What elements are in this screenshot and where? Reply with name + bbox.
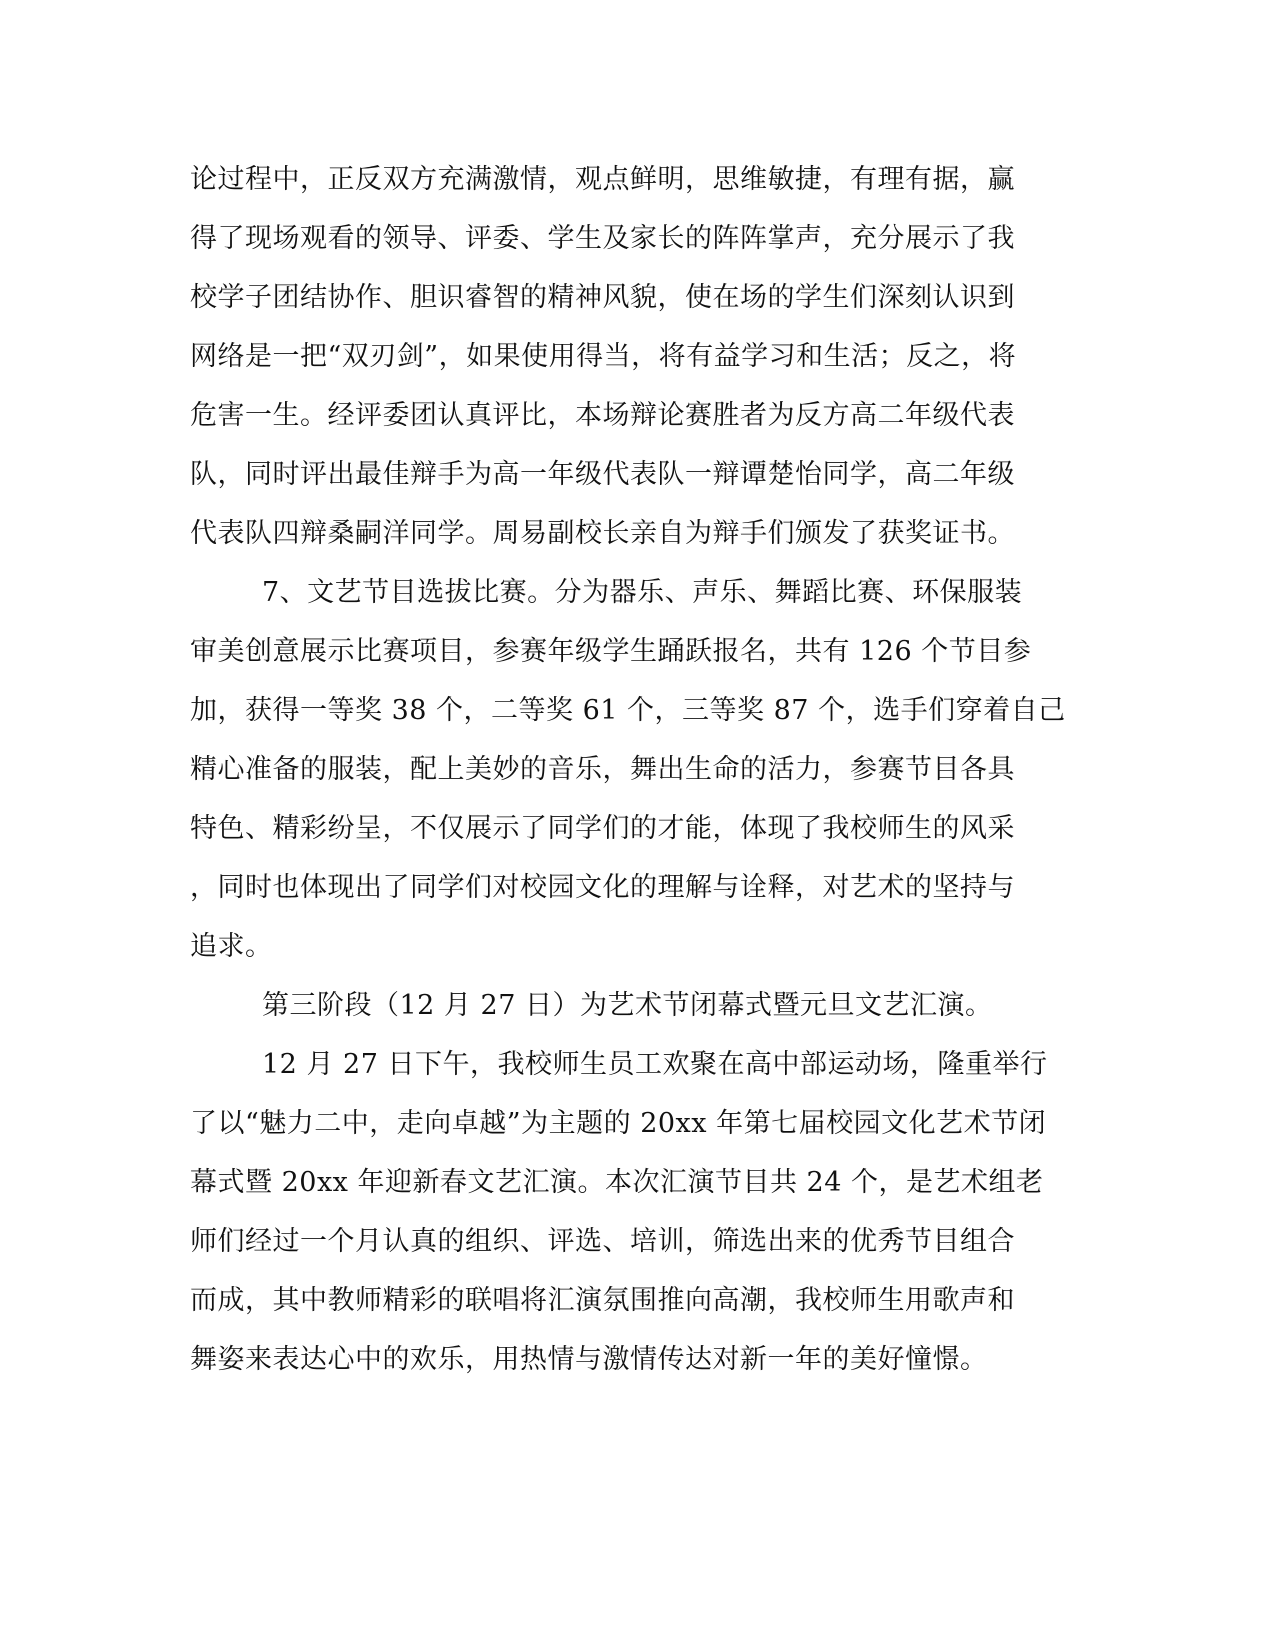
text-line: 而成，其中教师精彩的联唱将汇演氛围推向高潮，我校师生用歌声和 (190, 1285, 1015, 1316)
text-line: 网络是一把“双刃剑”，如果使用得当，将有益学习和生活；反之，将 (190, 341, 1017, 372)
text-line: 代表队四辩桑嗣洋同学。周易副校长亲自为辩手们颁发了获奖证书。 (190, 518, 1015, 549)
text-line: 舞姿来表达心中的欢乐，用热情与激情传达对新一年的美好憧憬。 (190, 1344, 988, 1375)
text-line: 精心准备的服装，配上美妙的音乐，舞出生命的活力，参赛节目各具 (190, 754, 1015, 785)
text-line: 得了现场观看的领导、评委、学生及家长的阵阵掌声，充分展示了我 (190, 223, 1015, 254)
text-line: 审美创意展示比赛项目，参赛年级学生踊跃报名，共有 126 个节目参 (190, 636, 1032, 667)
text-line: 论过程中，正反双方充满激情，观点鲜明，思维敏捷，有理有据，赢 (190, 164, 1015, 195)
text-line: 加，获得一等奖 38 个，二等奖 61 个，三等奖 87 个，选手们穿着自己 (190, 695, 1066, 726)
text-line: 危害一生。经评委团认真评比，本场辩论赛胜者为反方高二年级代表 (190, 400, 1015, 431)
text-line: 幕式暨 20xx 年迎新春文艺汇演。本次汇演节目共 24 个，是艺术组老 (190, 1167, 1044, 1198)
text-line: ，同时也体现出了同学们对校园文化的理解与诠释，对艺术的坚持与 (190, 872, 1015, 903)
text-line: 12 月 27 日下午，我校师生员工欢聚在高中部运动场，隆重举行 (262, 1049, 1048, 1080)
text-line: 第三阶段（12 月 27 日）为艺术节闭幕式暨元旦文艺汇演。 (262, 990, 993, 1021)
text-line: 队，同时评出最佳辩手为高一年级代表队一辩谭楚怡同学，高二年级 (190, 459, 1015, 490)
text-line: 校学子团结协作、胆识睿智的精神风貌，使在场的学生们深刻认识到 (190, 282, 1015, 313)
text-line: 师们经过一个月认真的组织、评选、培训，筛选出来的优秀节目组合 (190, 1226, 1015, 1257)
text-line: 特色、精彩纷呈，不仅展示了同学们的才能，体现了我校师生的风采 (190, 813, 1015, 844)
text-line: 追求。 (190, 931, 273, 962)
text-line: 7、文艺节目选拔比赛。分为器乐、声乐、舞蹈比赛、环保服装 (262, 577, 1023, 608)
text-line: 了以“魅力二中，走向卓越”为主题的 20xx 年第七届校园文化艺术节闭 (190, 1108, 1047, 1139)
